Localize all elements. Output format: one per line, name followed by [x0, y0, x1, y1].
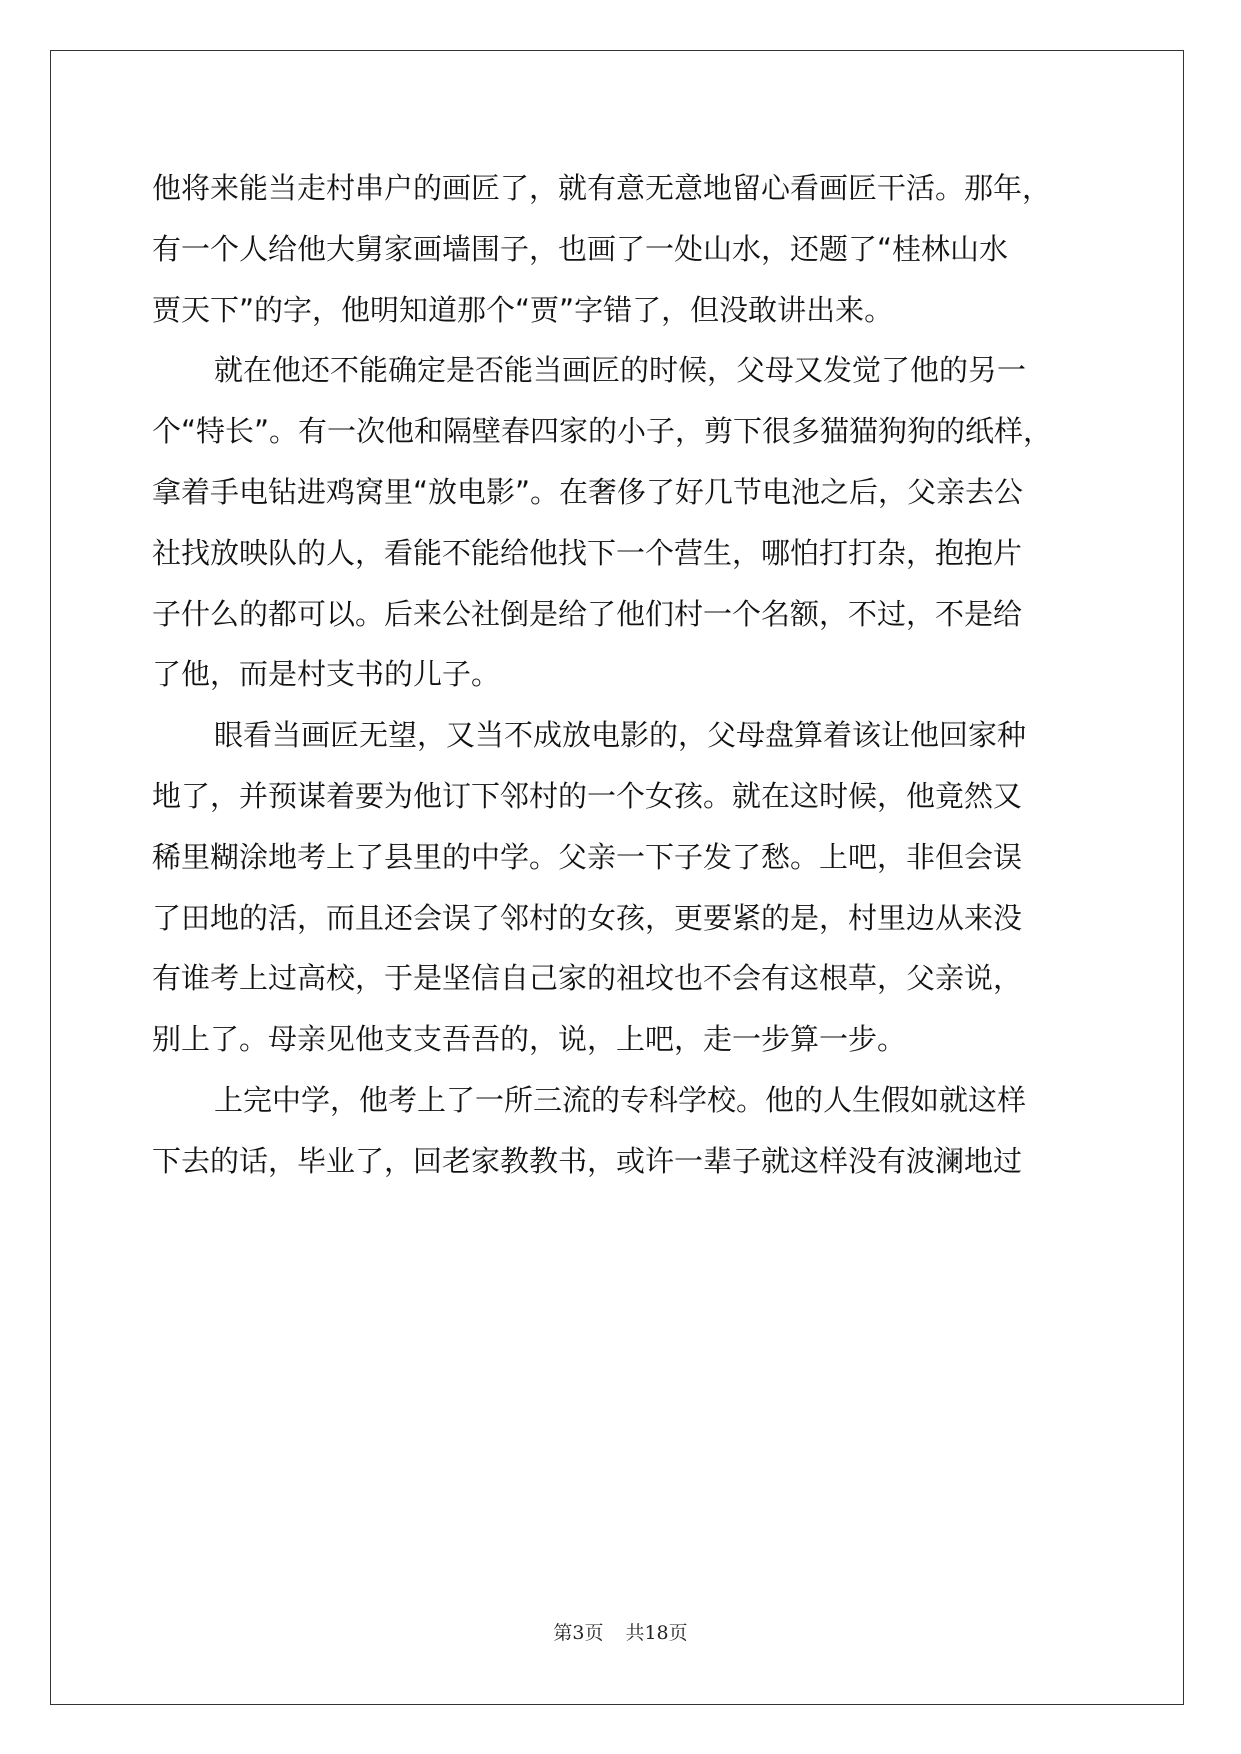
text-line: 别上了。母亲见他支支吾吾的，说，上吧，走一步算一步。 — [152, 1022, 907, 1057]
text-line: 了田地的活，而且还会误了邻村的女孩，更要紧的是，村里边从来没 — [152, 900, 1023, 935]
text-line: 眼看当画匠无望，又当不成放电影的，父母盘算着该让他回家种 — [214, 718, 1027, 753]
text-line: 下去的话，毕业了，回老家教教书，或许一辈子就这样没有波澜地过 — [152, 1143, 1023, 1178]
text-line: 就在他还不能确定是否能当画匠的时候，父母又发觉了他的另一 — [214, 353, 1027, 388]
page-footer — [0, 1618, 1241, 1645]
text-line: 拿着手电钻进鸡窝里“放电影”。在奢侈了好几节电池之后，父亲去公 — [152, 474, 1024, 509]
text-line: 个“特长”。有一次他和隔壁春四家的小子，剪下很多猫猫狗狗的纸样， — [152, 414, 1053, 449]
text-line: 上完中学，他考上了一所三流的专科学校。他的人生假如就这样 — [214, 1082, 1027, 1117]
text-line: 有谁考上过高校，于是坚信自己家的祖坟也不会有这根草，父亲说， — [152, 961, 1023, 996]
text-line: 社找放映队的人，看能不能给他找下一个营生，哪怕打打杂，抱抱片 — [152, 535, 1023, 570]
document-body — [152, 158, 1092, 1192]
text-line: 稀里糊涂地考上了县里的中学。父亲一下子发了愁。上吧，非但会误 — [152, 839, 1023, 874]
text-line: 他将来能当走村串户的画匠了，就有意无意地留心看画匠干活。那年， — [152, 171, 1052, 205]
page-total: 共18页 — [625, 1622, 688, 1644]
text-line: 贾天下”的字，他明知道那个“贾”字错了，但没敢讲出来。 — [152, 292, 894, 327]
text-line: 地了，并预谋着要为他订下邻村的一个女孩。就在这时候，他竟然又 — [152, 778, 1023, 813]
page-number: 第3页 — [553, 1622, 604, 1644]
text-line: 有一个人给他大舅家画墙围子，也画了一处山水，还题了“桂林山水 — [152, 231, 1009, 266]
text-line: 了他，而是村支书的儿子。 — [152, 657, 501, 692]
text-line: 子什么的都可以。后来公社倒是给了他们村一个名额，不过，不是给 — [152, 596, 1023, 631]
